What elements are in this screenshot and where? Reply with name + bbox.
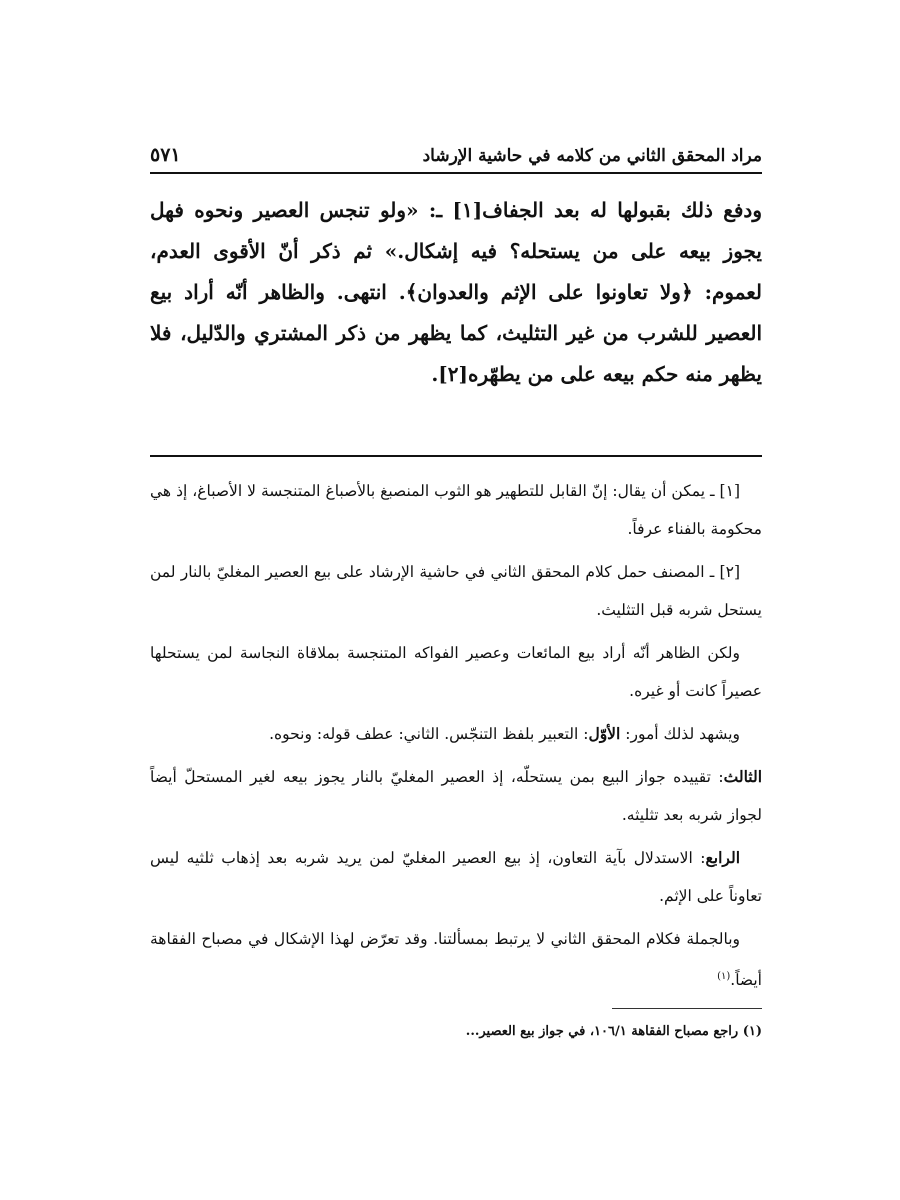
note-4-text: : التعبير بلفظ التنجّس. الثاني: عطف قوله: ونحوه. xyxy=(269,725,589,743)
header-divider xyxy=(150,172,762,174)
note-paragraph-3: ولكن الظاهر أنّه أراد بيع المائعات وعصير الفواكه المتنجسة بملاقاة النجاسة لمن يستحلها عصيراً كانت أو غيره. xyxy=(150,644,762,700)
running-title: مراد المحقق الثاني من كلامه في حاشية الإرشاد xyxy=(422,146,762,166)
footnote-reference[interactable]: (١) xyxy=(717,971,731,982)
footnote: (١) راجع مصباح الفقاهة ١٠٦/١، في جواز بيع العصير... xyxy=(465,1024,762,1039)
note-2: [٢] ـ المصنف حمل كلام المحقق الثاني في حاشية الإرشاد على بيع العصير المغليّ بالنار لمن يستحل شربه قبل التثليث. xyxy=(150,563,762,619)
editor-notes xyxy=(150,472,762,1004)
page-number: ٥٧١ xyxy=(150,144,181,166)
note-7-text: وبالجملة فكلام المحقق الثاني لا يرتبط بمسألتنا. وقد تعرّض لهذا الإشكال في مصباح الفقاهة أيضاً. xyxy=(150,930,762,990)
main-text xyxy=(150,190,762,395)
footnote-divider xyxy=(612,1008,762,1009)
note-paragraph-7 xyxy=(150,920,762,999)
note-6-text: : الاستدلال بآية التعاون، إذ بيع العصير المغليّ لمن يريد شربه بعد إذهاب ثلثيه ليس تعاوناً على الإثم. xyxy=(150,849,762,905)
note-5-text: : تقييده جواز البيع بمن يستحلّه، إذ العصير المغليّ بالنار يجوز بيعه لغير المستحلّ أيضاً لجواز شربه بعد تثليثه. xyxy=(150,768,762,824)
note-1: [١] ـ يمكن أن يقال: إنّ القابل للتطهير هو الثوب المنصبغ بالأصباغ المتنجسة لا الأصباغ، إذ هي محكومة بالفناء عرفاً. xyxy=(150,482,762,538)
main-paragraph: ودفع ذلك بقبولها له بعد الجفاف[١] ـ: «ولو تنجس العصير ونحوه فهل يجوز بيعه على من يستحله؟ فيه إشكال.» ثم ذكر أنّ الأقوى العدم، لعموم: ﴿ولا تعاونوا على الإثم والعدوان﴾. انتهى. والظاهر أنّه أراد بيع العصير للشرب من غير التثليث، كما يظهر من ذكر المشتري والدّليل، فلا يظهر منه حكم بيعه على من يطهّره[٢]. xyxy=(150,198,762,386)
notes-divider xyxy=(150,455,762,457)
note-paragraph-5 xyxy=(150,758,762,834)
page-header xyxy=(150,134,762,166)
note-4-prefix: ويشهد لذلك أمور: xyxy=(620,725,740,743)
note-paragraph-4 xyxy=(150,715,762,753)
note-paragraph-6 xyxy=(150,839,762,915)
note-4-label: الأوّل xyxy=(588,724,621,743)
note-6-label: الرابع xyxy=(705,848,740,867)
note-5-label: الثالث xyxy=(723,767,762,786)
